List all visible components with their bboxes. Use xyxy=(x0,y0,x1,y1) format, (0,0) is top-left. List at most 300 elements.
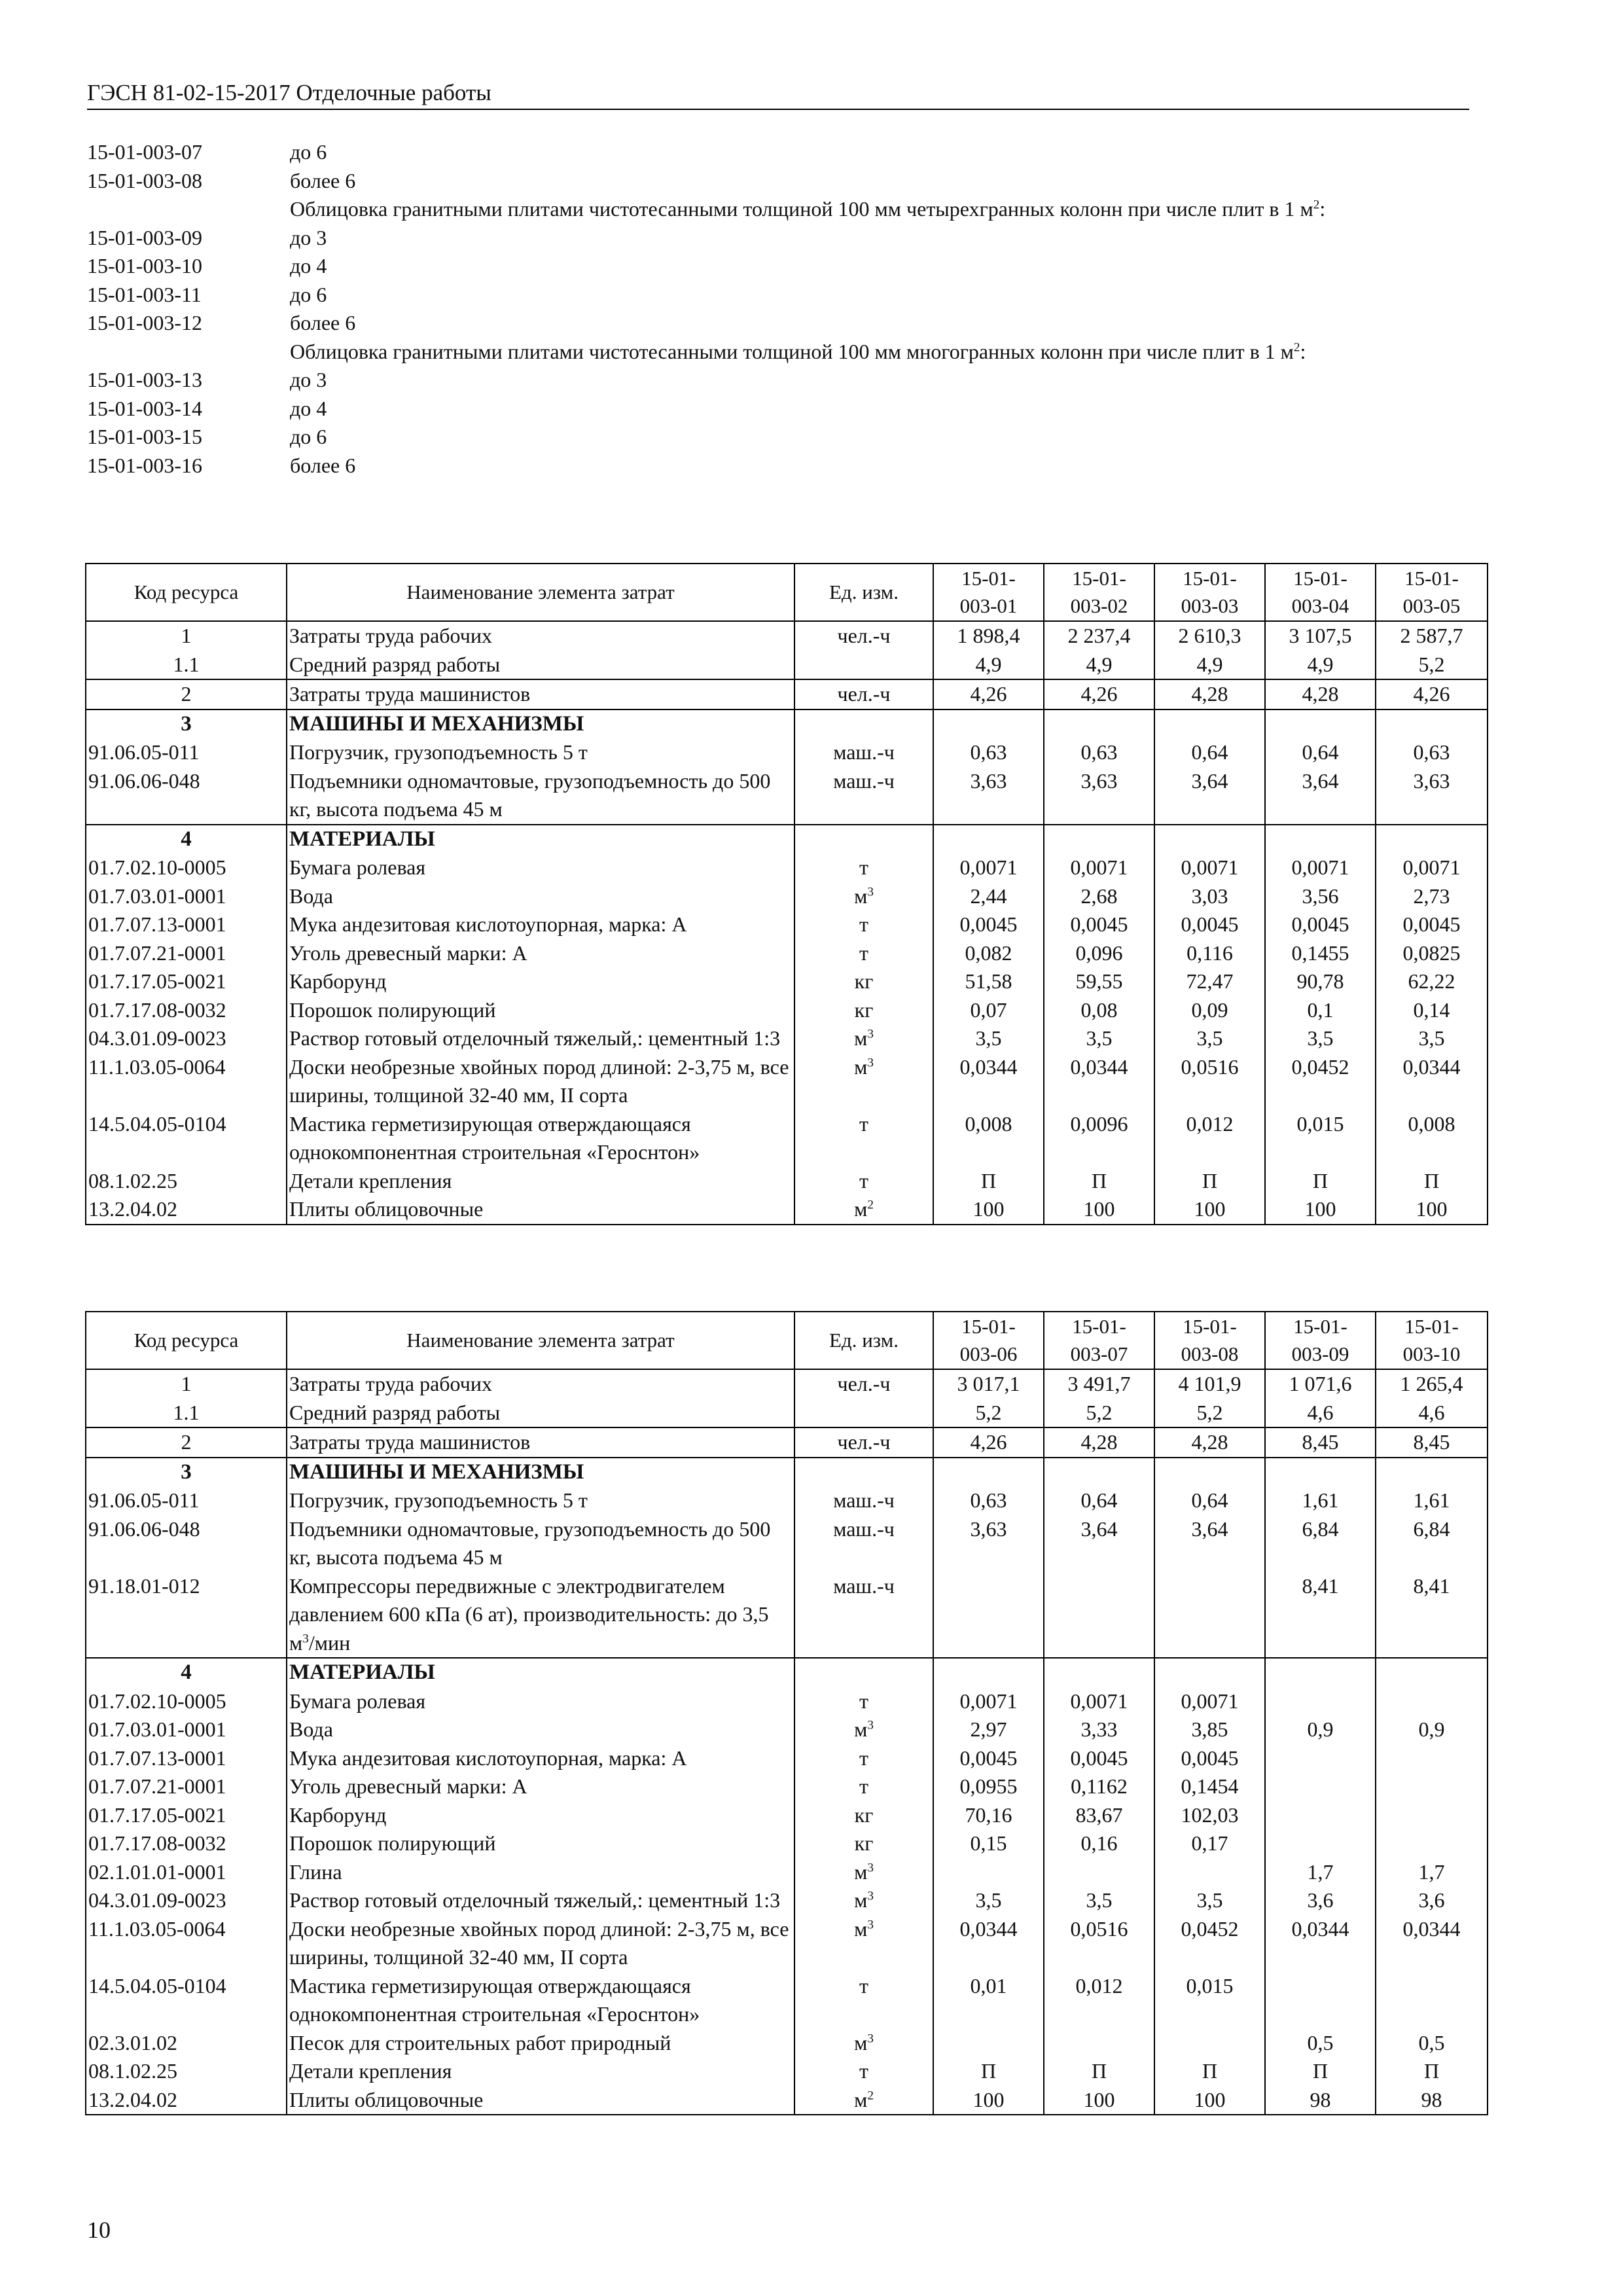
norm-value xyxy=(1265,1458,1376,1487)
norm-value: 0,096 xyxy=(1044,939,1154,968)
resource-name: Средний разряд работы xyxy=(287,651,794,680)
norm-value: 0,0452 xyxy=(1265,1053,1376,1110)
norm-value: 2 610,3 xyxy=(1154,621,1265,651)
resource-code: 01.7.17.05-0021 xyxy=(86,1801,287,1830)
norm-value: 5,2 xyxy=(933,1399,1044,1428)
resource-code: 13.2.04.02 xyxy=(86,2086,287,2115)
table-row xyxy=(86,1399,1488,1428)
norm-value: 3,85 xyxy=(1154,1715,1265,1744)
norm-value: 0,015 xyxy=(1154,1972,1265,2029)
table-row xyxy=(86,1458,1488,1487)
resource-code: 08.1.02.25 xyxy=(86,2057,287,2086)
header-code: Код ресурса xyxy=(86,1312,287,1369)
resource-unit: т xyxy=(794,1744,933,1773)
resource-code: 01.7.17.08-0032 xyxy=(86,996,287,1025)
norm-value: 5,2 xyxy=(1154,1399,1265,1428)
norm-value: 3,56 xyxy=(1265,882,1376,911)
norm-value xyxy=(1265,1801,1376,1830)
code-list-item xyxy=(87,309,1474,338)
resource-code: 01.7.03.01-0001 xyxy=(86,882,287,911)
norm-value: 4,26 xyxy=(1044,679,1154,709)
norm-value: 3,5 xyxy=(1376,1024,1488,1053)
code-list-item xyxy=(87,338,1474,367)
norm-value: 4,6 xyxy=(1265,1399,1376,1428)
resource-code: 01.7.02.10-0005 xyxy=(86,853,287,882)
resource-name: Раствор готовый отделочный тяжелый,: цементный 1:3 xyxy=(287,1886,794,1915)
norm-value xyxy=(1376,1772,1488,1801)
norm-value: 0,0096 xyxy=(1044,1110,1154,1167)
norm-value: 0,9 xyxy=(1376,1715,1488,1744)
resource-code: 01.7.07.13-0001 xyxy=(86,1744,287,1773)
norm-value: 0,63 xyxy=(933,1486,1044,1515)
norm-value: 8,41 xyxy=(1376,1572,1488,1659)
norm-value: 0,0071 xyxy=(933,853,1044,882)
resource-unit: кг xyxy=(794,1801,933,1830)
item-description: до 4 xyxy=(290,254,327,278)
table-row xyxy=(86,1858,1488,1887)
page-number: 10 xyxy=(87,2217,111,2243)
norm-value: 0,64 xyxy=(1154,738,1265,767)
norm-value: 0,0344 xyxy=(1376,1053,1488,1110)
item-description: Облицовка гранитными плитами чистотесанными толщиной 100 мм четырехгранных колонн при числе плит в 1 $м^2$: xyxy=(290,197,1326,221)
norm-value: 0,0045 xyxy=(1154,1744,1265,1773)
norm-value: 0,07 xyxy=(933,996,1044,1025)
table-row xyxy=(86,1915,1488,1972)
norm-value: 0,9 xyxy=(1265,1715,1376,1744)
norm-value xyxy=(1376,1687,1488,1716)
header-name: Наименование элемента затрат xyxy=(287,564,794,621)
norm-value: 5,2 xyxy=(1376,651,1488,680)
norm-value xyxy=(1044,1858,1154,1887)
resource-name: МАТЕРИАЛЫ xyxy=(287,825,794,854)
norm-value: П xyxy=(1154,2057,1265,2086)
resource-name: Раствор готовый отделочный тяжелый,: цементный 1:3 xyxy=(287,1024,794,1053)
norm-value xyxy=(1376,1458,1488,1487)
table-row xyxy=(86,1515,1488,1572)
resource-unit: т xyxy=(794,1687,933,1716)
norm-value: 72,47 xyxy=(1154,967,1265,996)
norm-value: 0,16 xyxy=(1044,1829,1154,1858)
norm-value: 100 xyxy=(1376,1195,1488,1225)
header-norm-code: 15-01- 003-02 xyxy=(1044,564,1154,621)
resource-unit: $м^3$ xyxy=(794,1715,933,1744)
resource-name: Мука андезитовая кислотоупорная, марка: А xyxy=(287,910,794,939)
norm-value: 1,7 xyxy=(1265,1858,1376,1887)
resource-unit: чел.-ч xyxy=(794,1427,933,1458)
table-header-row xyxy=(86,564,1488,621)
norm-value: 3,64 xyxy=(1265,767,1376,825)
header-norm-code: 15-01- 003-09 xyxy=(1265,1312,1376,1369)
norm-value xyxy=(933,2029,1044,2058)
norm-value: 0,0045 xyxy=(933,1744,1044,1773)
norm-value: 0,17 xyxy=(1154,1829,1265,1858)
item-code: 15-01-003-10 xyxy=(87,254,202,278)
norm-value: 51,58 xyxy=(933,967,1044,996)
norm-value: 0,008 xyxy=(933,1110,1044,1167)
table-row xyxy=(86,1110,1488,1167)
norm-value: 8,41 xyxy=(1265,1572,1376,1659)
norm-value: 0,64 xyxy=(1265,738,1376,767)
code-list-item xyxy=(87,195,1474,224)
item-code: 15-01-003-07 xyxy=(87,140,202,164)
resource-unit xyxy=(794,1458,933,1487)
item-description: до 6 xyxy=(290,140,327,164)
resource-code: 01.7.07.13-0001 xyxy=(86,910,287,939)
table-row xyxy=(86,621,1488,651)
norm-value: 1,61 xyxy=(1376,1486,1488,1515)
header-norm-code: 15-01- 003-05 xyxy=(1376,564,1488,621)
resource-code: 13.2.04.02 xyxy=(86,1195,287,1225)
table-row xyxy=(86,709,1488,739)
norm-value xyxy=(1265,825,1376,854)
item-description: до 6 xyxy=(290,425,327,448)
norm-value xyxy=(1376,1801,1488,1830)
header-unit: Ед. изм. xyxy=(794,564,933,621)
norm-value: 100 xyxy=(933,1195,1044,1225)
norm-value: 0,01 xyxy=(933,1972,1044,2029)
norm-value: 2 587,7 xyxy=(1376,621,1488,651)
norm-value: 0,5 xyxy=(1376,2029,1488,2058)
norm-value: 0,1 xyxy=(1265,996,1376,1025)
resource-unit: т xyxy=(794,853,933,882)
norm-value: 0,0045 xyxy=(1265,910,1376,939)
item-description: до 4 xyxy=(290,396,327,420)
table-row xyxy=(86,1195,1488,1225)
table-row xyxy=(86,967,1488,996)
norm-value: 3,5 xyxy=(933,1024,1044,1053)
norm-value: 2,44 xyxy=(933,882,1044,911)
resource-code: 01.7.07.21-0001 xyxy=(86,939,287,968)
norm-value: 100 xyxy=(1154,1195,1265,1225)
resource-unit xyxy=(794,825,933,854)
header-unit: Ед. изм. xyxy=(794,1312,933,1369)
norm-value: 0,008 xyxy=(1376,1110,1488,1167)
resource-name: Мастика герметизирующая отверждающаяся однокомпонентная строительная «Героснтон» xyxy=(287,1110,794,1167)
resource-name: Песок для строительных работ природный xyxy=(287,2029,794,2058)
table-row xyxy=(86,679,1488,709)
resource-code: 4 xyxy=(86,825,287,854)
norm-value: 3,63 xyxy=(1376,767,1488,825)
resource-unit: т xyxy=(794,2057,933,2086)
header-norm-code: 15-01- 003-08 xyxy=(1154,1312,1265,1369)
norm-value: 0,0045 xyxy=(1376,910,1488,939)
norm-value: 98 xyxy=(1265,2086,1376,2115)
norm-value xyxy=(1265,709,1376,739)
resource-name: Порошок полирующий xyxy=(287,996,794,1025)
code-list-item xyxy=(87,395,1474,423)
table-row xyxy=(86,2057,1488,2086)
table-row xyxy=(86,1658,1488,1687)
norm-value: 0,0516 xyxy=(1154,1053,1265,1110)
norm-value xyxy=(1154,1458,1265,1487)
resource-name: Уголь древесный марки: А xyxy=(287,939,794,968)
header-norm-code: 15-01- 003-06 xyxy=(933,1312,1044,1369)
table-row xyxy=(86,1972,1488,2029)
table-row xyxy=(86,738,1488,767)
table-row xyxy=(86,1801,1488,1830)
norm-value xyxy=(1154,1658,1265,1687)
norm-value: 4,28 xyxy=(1044,1427,1154,1458)
norm-value xyxy=(1376,709,1488,739)
norm-value: 0,63 xyxy=(1376,738,1488,767)
table-row xyxy=(86,939,1488,968)
resource-unit: $м^3$ xyxy=(794,882,933,911)
norm-value: 0,0071 xyxy=(1154,853,1265,882)
resource-code: 2 xyxy=(86,1427,287,1458)
resource-unit xyxy=(794,709,933,739)
document-title: ГЭСН 81-02-15-2017 Отделочные работы xyxy=(87,80,491,105)
norm-value: 0,0071 xyxy=(1376,853,1488,882)
resource-unit xyxy=(794,1399,933,1428)
table-row xyxy=(86,1024,1488,1053)
code-list-item xyxy=(87,224,1474,253)
table-row xyxy=(86,1715,1488,1744)
norm-value xyxy=(933,709,1044,739)
resource-name: Затраты труда машинистов xyxy=(287,1427,794,1458)
norm-value: П xyxy=(1376,2057,1488,2086)
resource-name: Затраты труда рабочих xyxy=(287,621,794,651)
norm-value xyxy=(1154,1572,1265,1659)
norm-value: 6,84 xyxy=(1265,1515,1376,1572)
resource-unit: т xyxy=(794,910,933,939)
resource-name: Плиты облицовочные xyxy=(287,1195,794,1225)
norm-value: П xyxy=(1044,2057,1154,2086)
item-description: более 6 xyxy=(290,168,356,192)
code-list-item xyxy=(87,252,1474,281)
norm-value: 0,63 xyxy=(1044,738,1154,767)
norm-value: 98 xyxy=(1376,2086,1488,2115)
norm-value xyxy=(933,1458,1044,1487)
resource-code: 91.06.05-011 xyxy=(86,738,287,767)
norm-value xyxy=(1265,1972,1376,2029)
header-name: Наименование элемента затрат xyxy=(287,1312,794,1369)
resource-unit: $м^3$ xyxy=(794,1886,933,1915)
norm-value xyxy=(1376,825,1488,854)
resource-name: Детали крепления xyxy=(287,1167,794,1196)
norm-value: 2,68 xyxy=(1044,882,1154,911)
norm-value: 6,84 xyxy=(1376,1515,1488,1572)
norm-value: 102,03 xyxy=(1154,1801,1265,1830)
table-row xyxy=(86,882,1488,911)
norm-value: 4,26 xyxy=(1376,679,1488,709)
resource-name: Затраты труда рабочих xyxy=(287,1369,794,1399)
norm-value: 3 107,5 xyxy=(1265,621,1376,651)
norm-value: 4,26 xyxy=(933,1427,1044,1458)
resource-unit xyxy=(794,1658,933,1687)
norm-value: 1 071,6 xyxy=(1265,1369,1376,1399)
resource-code: 3 xyxy=(86,709,287,739)
norm-value: 0,116 xyxy=(1154,939,1265,968)
header-norm-code: 15-01- 003-07 xyxy=(1044,1312,1154,1369)
norm-value: 3,63 xyxy=(933,767,1044,825)
resource-name: Средний разряд работы xyxy=(287,1399,794,1428)
resource-code: 91.06.06-048 xyxy=(86,767,287,825)
norm-value: 0,64 xyxy=(1154,1486,1265,1515)
norm-value: 4,9 xyxy=(933,651,1044,680)
resource-name: Плиты облицовочные xyxy=(287,2086,794,2115)
norm-value: 0,0071 xyxy=(1044,853,1154,882)
table-row xyxy=(86,651,1488,680)
norm-value: 0,5 xyxy=(1265,2029,1376,2058)
item-code: 15-01-003-08 xyxy=(87,168,202,192)
norm-value xyxy=(1376,1658,1488,1687)
resource-unit: $м^3$ xyxy=(794,1053,933,1110)
norm-value: 2,73 xyxy=(1376,882,1488,911)
norm-value xyxy=(933,1658,1044,1687)
norm-value: 1 265,4 xyxy=(1376,1369,1488,1399)
resource-unit: маш.-ч xyxy=(794,1486,933,1515)
norm-value xyxy=(1265,1829,1376,1858)
norm-value: 0,64 xyxy=(1044,1486,1154,1515)
resource-name: Карборунд xyxy=(287,967,794,996)
norm-value: 59,55 xyxy=(1044,967,1154,996)
resource-name: Глина xyxy=(287,1858,794,1887)
norm-value: 3,64 xyxy=(1154,1515,1265,1572)
norm-value: 5,2 xyxy=(1044,1399,1154,1428)
header-code: Код ресурса xyxy=(86,564,287,621)
resource-unit: т xyxy=(794,1772,933,1801)
norm-value: 4,28 xyxy=(1154,1427,1265,1458)
resource-name: МАШИНЫ И МЕХАНИЗМЫ xyxy=(287,709,794,739)
norm-value xyxy=(1265,1658,1376,1687)
norm-value: 4,28 xyxy=(1154,679,1265,709)
resource-name: Подъемники одномачтовые, грузоподъемность до 500 кг, высота подъема 45 м xyxy=(287,1515,794,1572)
resource-name: Мука андезитовая кислотоупорная, марка: А xyxy=(287,1744,794,1773)
table-row xyxy=(86,767,1488,825)
item-code: 15-01-003-15 xyxy=(87,425,202,448)
resource-code: 91.06.05-011 xyxy=(86,1486,287,1515)
resource-code: 14.5.04.05-0104 xyxy=(86,1110,287,1167)
resource-name: Подъемники одномачтовые, грузоподъемность до 500 кг, высота подъема 45 м xyxy=(287,767,794,825)
resource-unit: маш.-ч xyxy=(794,1515,933,1572)
norm-value: 0,0071 xyxy=(1154,1687,1265,1716)
resource-code: 11.1.03.05-0064 xyxy=(86,1053,287,1110)
resource-code: 1.1 xyxy=(86,651,287,680)
table-header-row xyxy=(86,1312,1488,1369)
item-description: Облицовка гранитными плитами чистотесанными толщиной 100 мм многогранных колонн при числе плит в 1 $м^2$: xyxy=(290,339,1306,363)
table-row xyxy=(86,853,1488,882)
resource-name: Детали крепления xyxy=(287,2057,794,2086)
table-row xyxy=(86,1772,1488,1801)
table-row xyxy=(86,1369,1488,1399)
norm-value: 3,64 xyxy=(1154,767,1265,825)
resource-name: Вода xyxy=(287,882,794,911)
norm-value xyxy=(1044,1458,1154,1487)
resource-unit: маш.-ч xyxy=(794,738,933,767)
norm-value: 0,63 xyxy=(933,738,1044,767)
code-list-item xyxy=(87,281,1474,310)
norm-value: 0,0955 xyxy=(933,1772,1044,1801)
page-header xyxy=(87,77,1469,110)
resource-unit: $м^3$ xyxy=(794,2029,933,2058)
resource-unit: $м^3$ xyxy=(794,1915,933,1972)
resource-code: 01.7.07.21-0001 xyxy=(86,1772,287,1801)
norm-value: 0,0344 xyxy=(1376,1915,1488,1972)
norm-value: 0,0071 xyxy=(1044,1687,1154,1716)
item-description: более 6 xyxy=(290,311,356,334)
norm-value: 0,015 xyxy=(1265,1110,1376,1167)
norm-value: 90,78 xyxy=(1265,967,1376,996)
norm-value: 83,67 xyxy=(1044,1801,1154,1830)
norm-value: П xyxy=(1044,1167,1154,1196)
norm-value: 62,22 xyxy=(1376,967,1488,996)
norm-value: 4,9 xyxy=(1154,651,1265,680)
resource-name: Доски необрезные хвойных пород длиной: 2-3,75 м, все ширины, толщиной 32-40 мм, II сорта xyxy=(287,1915,794,1972)
norm-value: 0,14 xyxy=(1376,996,1488,1025)
norm-value: 3,64 xyxy=(1044,1515,1154,1572)
resource-unit: $м^3$ xyxy=(794,1024,933,1053)
resource-code: 2 xyxy=(86,679,287,709)
norm-value: 1,7 xyxy=(1376,1858,1488,1887)
header-norm-code: 15-01- 003-03 xyxy=(1154,564,1265,621)
resource-name: Погрузчик, грузоподъемность 5 т xyxy=(287,738,794,767)
norm-value xyxy=(933,1858,1044,1887)
resource-name: Бумага ролевая xyxy=(287,1687,794,1716)
item-description: до 3 xyxy=(290,368,327,391)
norm-value: 0,0344 xyxy=(1044,1053,1154,1110)
resource-code: 14.5.04.05-0104 xyxy=(86,1972,287,2029)
resource-unit: $м^2$ xyxy=(794,2086,933,2115)
resource-name: Доски необрезные хвойных пород длиной: 2-3,75 м, все ширины, толщиной 32-40 мм, II сорта xyxy=(287,1053,794,1110)
resource-unit: чел.-ч xyxy=(794,679,933,709)
resource-name: Уголь древесный марки: А xyxy=(287,1772,794,1801)
norm-value: 0,08 xyxy=(1044,996,1154,1025)
table-row xyxy=(86,1744,1488,1773)
resource-code: 91.18.01-012 xyxy=(86,1572,287,1659)
norm-value: 0,1162 xyxy=(1044,1772,1154,1801)
norm-value: 3,5 xyxy=(1265,1024,1376,1053)
resource-unit: маш.-ч xyxy=(794,1572,933,1659)
norm-value: 3,33 xyxy=(1044,1715,1154,1744)
norm-value: 2 237,4 xyxy=(1044,621,1154,651)
norm-value: 4,9 xyxy=(1044,651,1154,680)
norm-value: 0,012 xyxy=(1154,1110,1265,1167)
norm-value: 3,63 xyxy=(1044,767,1154,825)
resource-name: Погрузчик, грузоподъемность 5 т xyxy=(287,1486,794,1515)
norm-value: 100 xyxy=(1044,1195,1154,1225)
norm-value xyxy=(1265,1687,1376,1716)
resource-table-2 xyxy=(85,1311,1488,2115)
norm-value xyxy=(1376,1744,1488,1773)
resource-code: 08.1.02.25 xyxy=(86,1167,287,1196)
norm-value: 3,5 xyxy=(1154,1024,1265,1053)
table-row xyxy=(86,1486,1488,1515)
norm-value xyxy=(933,825,1044,854)
resource-code: 3 xyxy=(86,1458,287,1487)
norm-value: 0,1455 xyxy=(1265,939,1376,968)
norm-value: 0,0452 xyxy=(1154,1915,1265,1972)
header-norm-code: 15-01- 003-10 xyxy=(1376,1312,1488,1369)
resource-code: 1 xyxy=(86,1369,287,1399)
norm-value: 3 017,1 xyxy=(933,1369,1044,1399)
resource-unit: $м^2$ xyxy=(794,1195,933,1225)
resource-code: 04.3.01.09-0023 xyxy=(86,1886,287,1915)
item-code: 15-01-003-12 xyxy=(87,311,202,334)
resource-code: 11.1.03.05-0064 xyxy=(86,1915,287,1972)
norm-value: 4,26 xyxy=(933,679,1044,709)
norm-value: 4 101,9 xyxy=(1154,1369,1265,1399)
resource-unit: т xyxy=(794,1167,933,1196)
resource-name: МАТЕРИАЛЫ xyxy=(287,1658,794,1687)
norm-value: 3,03 xyxy=(1154,882,1265,911)
norm-value: 0,012 xyxy=(1044,1972,1154,2029)
norm-value: 3,5 xyxy=(933,1886,1044,1915)
resource-code: 04.3.01.09-0023 xyxy=(86,1024,287,1053)
norm-value xyxy=(1044,1572,1154,1659)
norm-value: П xyxy=(1265,1167,1376,1196)
resource-unit: т xyxy=(794,1110,933,1167)
norm-value: 100 xyxy=(1154,2086,1265,2115)
